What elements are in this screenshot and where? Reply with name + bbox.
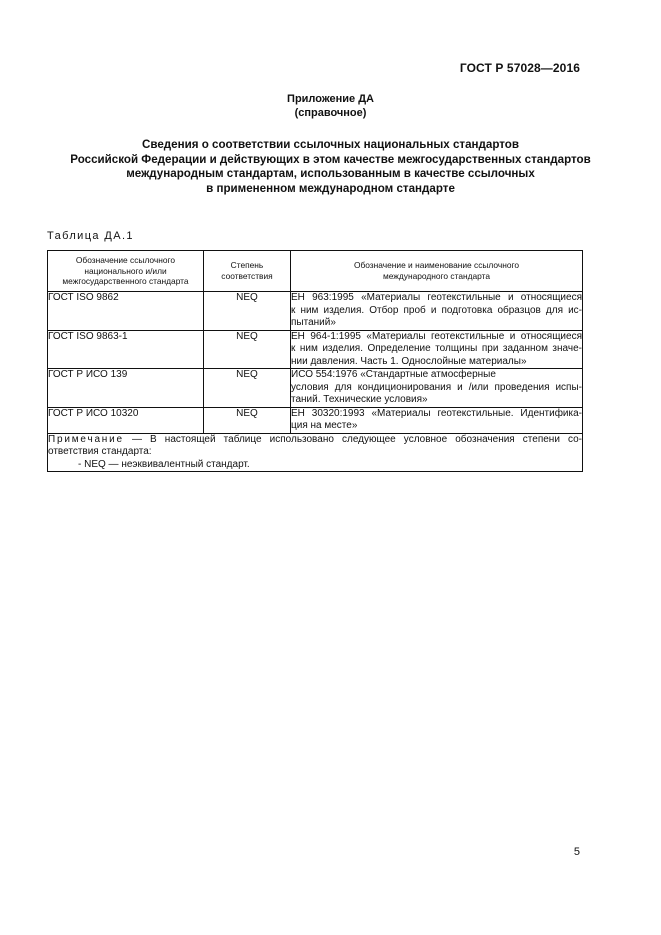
cell-line: ЕН 30320:1993 «Материалы геотекстильные. Идентифика- [291, 407, 582, 419]
note-text: — В настоящей таблице использовано следующее условное обозначения степени со- [123, 433, 582, 445]
header-line: Обозначение ссылочного [75, 255, 176, 266]
cell-line: к ним изделия. Определение толщины при заданном значе- [291, 343, 582, 354]
table-row [48, 407, 583, 433]
header-line: национального и/или [84, 265, 167, 276]
cell-line: ция на месте» [291, 420, 358, 431]
page-number: 5 [573, 846, 580, 858]
table-header-row [48, 251, 583, 292]
header-line: соответствия [221, 271, 273, 281]
cell-line: ЕН 963:1995 «Материалы геотекстильные и относящиеся [291, 292, 582, 303]
international-standard-cell [291, 369, 583, 408]
header-line: международного стандарта [382, 271, 491, 281]
international-standard-cell [291, 407, 583, 433]
international-standard-cell [291, 330, 583, 369]
note-line [48, 434, 582, 447]
table-row [48, 292, 583, 331]
cell-line: нии давления. Часть 1. Однослойные материалы» [291, 355, 527, 367]
international-standard-cell [291, 292, 583, 331]
national-standard-cell: ГОСТ Р ИСО 10320 [48, 407, 204, 433]
table-row [48, 330, 583, 369]
header-line: Обозначение и наименование ссылочного [353, 260, 520, 271]
cell-line: ЕН 964-1:1995 «Материалы геотекстильные и относящиеся [291, 330, 582, 342]
document-code: ГОСТ Р 57028—2016 [459, 61, 580, 75]
national-standard-cell: ГОСТ ISO 9863-1 [48, 330, 204, 369]
cell-line: таний. Технические условия» [291, 394, 428, 405]
appendix-subtitle: (справочное) [294, 107, 367, 119]
table-note-row [48, 433, 583, 472]
degree-cell: NEQ [204, 369, 291, 408]
national-standard-cell: ГОСТ ISO 9862 [48, 292, 204, 331]
title-line: Российской Федерации и действующих в этом качестве межгосударственных стандартов [70, 152, 591, 166]
cell-line: ИСО 554:1976 «Стандартные атмосферные [291, 369, 496, 380]
title-line: в примененном международном стандарте [206, 181, 455, 195]
header-degree [204, 251, 291, 292]
cell-line: условия для кондиционирования и /или проведения испы- [291, 381, 582, 393]
table-note [48, 433, 583, 472]
table-row [48, 369, 583, 408]
header-line: Степень [230, 260, 264, 271]
header-international-standard [291, 251, 583, 292]
cell-line: к ним изделия. Отбор проб и подготовка образцов для ис- [291, 304, 582, 316]
header-national-standard [48, 251, 204, 292]
note-line: ответствия стандарта: [48, 446, 152, 457]
standards-table [47, 250, 583, 472]
degree-cell: NEQ [204, 292, 291, 331]
table-caption: Таблица ДА.1 [47, 230, 134, 242]
title-line: Сведения о соответствии ссылочных национальных стандартов [142, 138, 519, 151]
header-line: межгосударственного стандарта [62, 276, 189, 287]
degree-cell: NEQ [204, 330, 291, 369]
appendix-title: Приложение ДА [287, 93, 374, 105]
national-standard-cell: ГОСТ Р ИСО 139 [48, 369, 204, 408]
note-item: - NEQ — неэквивалентный стандарт. [78, 458, 250, 470]
appendix-heading [0, 92, 661, 120]
document-title [40, 138, 621, 196]
title-line: международным стандартам, использованным в качестве ссылочных [126, 167, 535, 180]
degree-cell: NEQ [204, 407, 291, 433]
cell-line: пытаний» [291, 317, 336, 328]
note-label: Примечание [48, 433, 124, 445]
